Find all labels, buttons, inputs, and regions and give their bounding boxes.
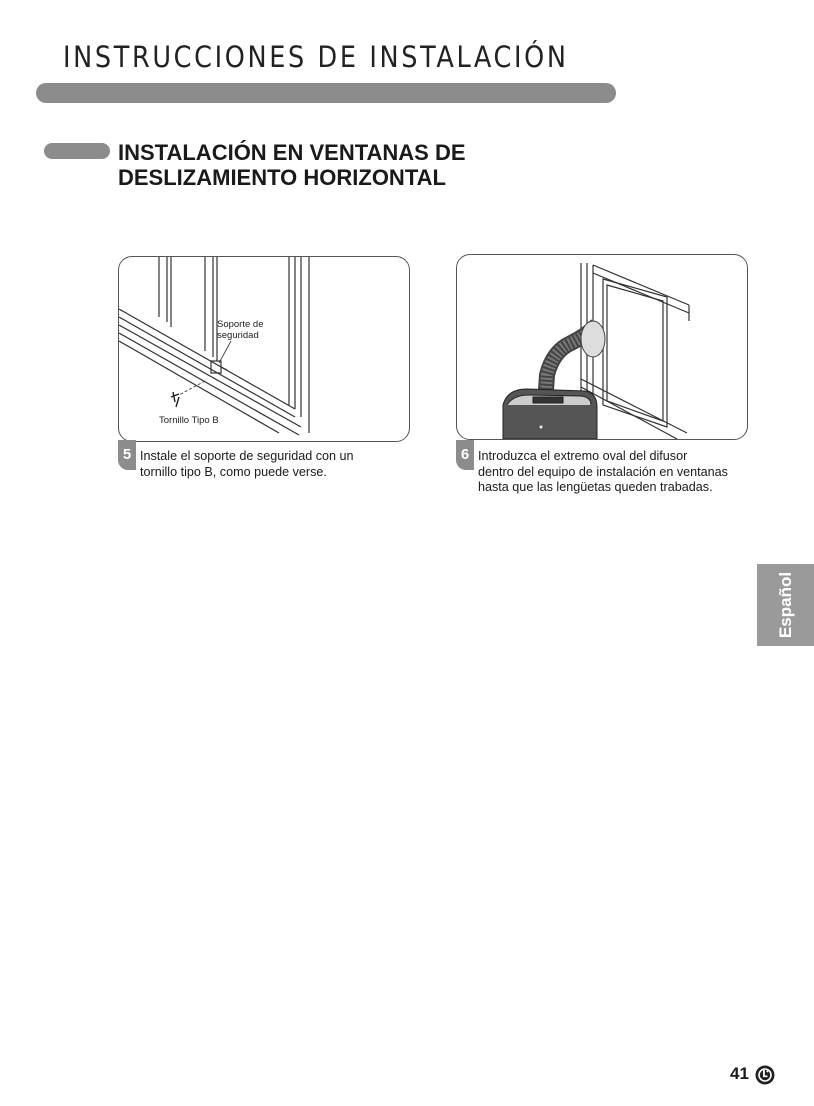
section-marker xyxy=(44,143,110,159)
page-header-title: INSTRUCCIONES DE INSTALACIÓN xyxy=(63,40,569,74)
lg-logo-icon xyxy=(755,1065,775,1085)
step-5-line-2: tornillo tipo B, como puede verse. xyxy=(140,464,327,479)
step-6-line-2: dentro del equipo de instalación en ventanas xyxy=(478,464,728,479)
section-title xyxy=(118,140,466,190)
illustration-exhaust-hose xyxy=(457,255,747,439)
label-security-bracket-line-2: seguridad xyxy=(217,330,259,341)
figure-step-6 xyxy=(456,254,748,440)
label-screw-type-b: Tornillo Tipo B xyxy=(159,415,219,426)
step-6-badge: 6 xyxy=(456,440,474,470)
label-security-bracket-line-1: Soporte de xyxy=(217,319,264,330)
label-security-bracket xyxy=(217,319,263,341)
page-number: 41 xyxy=(730,1064,749,1083)
language-tab-label: Español xyxy=(775,571,795,639)
step-6-text xyxy=(478,449,728,496)
header-bar xyxy=(36,83,616,103)
illustration-window-frame xyxy=(119,257,409,441)
section-title-line-2: DESLIZAMIENTO HORIZONTAL xyxy=(118,165,446,190)
step-5-text xyxy=(140,449,354,480)
step-6-line-1: Introduzca el extremo oval del difusor xyxy=(478,449,688,463)
language-tab xyxy=(757,564,814,646)
step-6-line-3: hasta que las lengüetas queden trabadas. xyxy=(478,480,713,494)
step-5-line-1: Instale el soporte de seguridad con un xyxy=(140,449,354,463)
figure-step-5 xyxy=(118,256,410,442)
section-title-line-1: INSTALACIÓN EN VENTANAS DE xyxy=(118,140,466,165)
step-5-badge: 5 xyxy=(118,440,136,470)
